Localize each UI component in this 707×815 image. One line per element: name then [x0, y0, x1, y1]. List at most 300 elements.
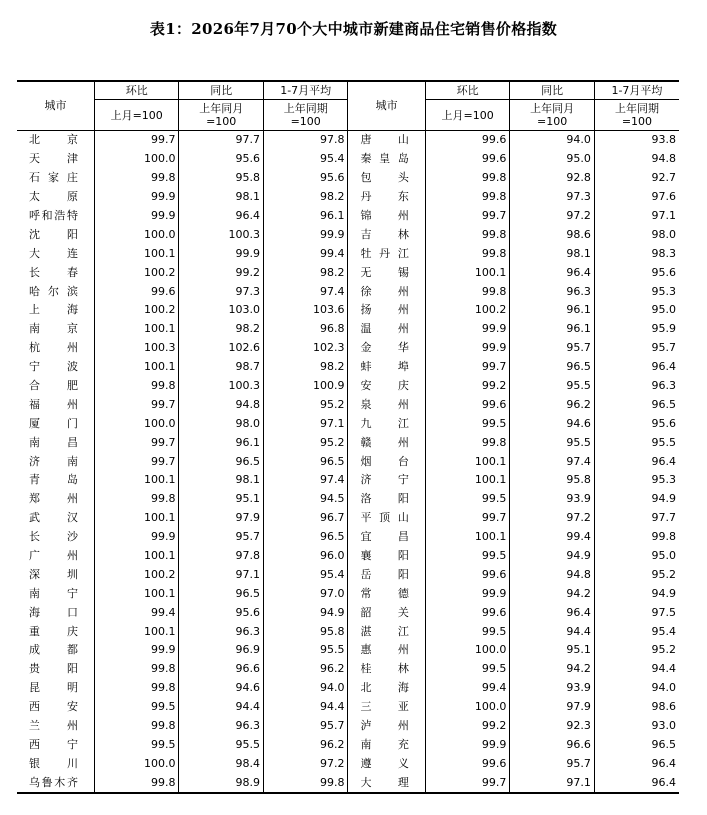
avg-value: 98.2: [263, 188, 348, 207]
yoy-value: 96.5: [179, 584, 264, 603]
avg-value-right: 95.6: [594, 263, 679, 282]
avg-value: 96.1: [263, 207, 348, 226]
city-name-right: 牡丹江: [348, 244, 425, 263]
city-name-right: 南充: [348, 736, 425, 755]
yoy-value: 97.8: [179, 547, 264, 566]
table-row: [17, 452, 679, 471]
mom-value-right: 100.0: [425, 641, 510, 660]
yoy-value: 95.5: [179, 736, 264, 755]
yoy-value: 95.7: [179, 528, 264, 547]
mom-value: 99.5: [94, 698, 179, 717]
city-name-right: 泸州: [348, 717, 425, 736]
yoy-value: 98.4: [179, 754, 264, 773]
yoy-value: 98.7: [179, 358, 264, 377]
city-name: 昆明: [29, 681, 78, 695]
avg-value: 97.0: [263, 584, 348, 603]
yoy-column-header: 同比: [179, 81, 264, 100]
mom-value: 99.8: [94, 773, 179, 793]
city-name: 南宁: [29, 586, 78, 600]
avg-value: 97.8: [263, 131, 348, 150]
city-name: 天津: [29, 152, 78, 166]
table-row: [17, 622, 679, 641]
table-row: [17, 490, 679, 509]
table-row: [17, 603, 679, 622]
table-row: [17, 131, 679, 150]
mom-value-right: 99.5: [425, 660, 510, 679]
avg-value-right: 95.4: [594, 622, 679, 641]
city-name: 石家庄: [29, 171, 78, 185]
avg-base-label-right: 上年同期 =100: [594, 100, 679, 131]
mom-value: 99.7: [94, 131, 179, 150]
price-index-table: [17, 80, 679, 794]
avg-value-right: 95.7: [594, 339, 679, 358]
mom-value-right: 100.2: [425, 301, 510, 320]
yoy-value-right: 95.7: [510, 339, 595, 358]
table-row: [17, 660, 679, 679]
city-name-right: 岳阳: [348, 565, 425, 584]
mom-value-right: 99.6: [425, 131, 510, 150]
avg-value: 97.4: [263, 471, 348, 490]
mom-value: 100.1: [94, 622, 179, 641]
mom-value-right: 99.9: [425, 736, 510, 755]
avg-column-header: 1-7月平均: [263, 81, 348, 100]
city-name: 武汉: [29, 511, 78, 525]
mom-value-right: 100.1: [425, 471, 510, 490]
city-name-right: 吉林: [348, 225, 425, 244]
yoy-value-right: 94.0: [510, 131, 595, 150]
mom-value: 99.4: [94, 603, 179, 622]
avg-value: 95.5: [263, 641, 348, 660]
avg-value: 94.0: [263, 679, 348, 698]
avg-value-right: 96.4: [594, 358, 679, 377]
city-name-right: 蚌埠: [348, 358, 425, 377]
mom-value-right: 99.6: [425, 603, 510, 622]
yoy-value: 97.3: [179, 282, 264, 301]
yoy-value: 96.4: [179, 207, 264, 226]
yoy-value-right: 93.9: [510, 490, 595, 509]
yoy-value-right: 96.2: [510, 395, 595, 414]
city-name-right: 洛阳: [348, 490, 425, 509]
yoy-base-label: 上年同月 =100: [179, 100, 264, 131]
mom-value: 99.7: [94, 433, 179, 452]
city-name-right: 唐山: [348, 131, 425, 150]
city-name: 深圳: [29, 567, 78, 581]
city-name-right: 桂林: [348, 660, 425, 679]
city-name-right: 无锡: [348, 263, 425, 282]
city-name: 郑州: [29, 492, 78, 506]
yoy-value: 96.6: [179, 660, 264, 679]
mom-value: 99.9: [94, 528, 179, 547]
mom-base-label: 上月=100: [94, 100, 179, 131]
yoy-value-right: 97.2: [510, 207, 595, 226]
mom-value-right: 99.8: [425, 244, 510, 263]
yoy-value-right: 94.2: [510, 584, 595, 603]
yoy-value: 95.1: [179, 490, 264, 509]
yoy-value: 96.1: [179, 433, 264, 452]
city-name: 大连: [29, 246, 78, 260]
mom-value: 99.7: [94, 452, 179, 471]
avg-value-right: 94.4: [594, 660, 679, 679]
table-row: [17, 584, 679, 603]
yoy-value: 103.0: [179, 301, 264, 320]
avg-value: 95.2: [263, 433, 348, 452]
table-row: [17, 301, 679, 320]
yoy-value: 97.9: [179, 509, 264, 528]
avg-value: 97.4: [263, 282, 348, 301]
mom-value: 99.8: [94, 679, 179, 698]
mom-value-right: 99.6: [425, 395, 510, 414]
city-name-right: 湛江: [348, 622, 425, 641]
city-column-header-right: 城市: [348, 81, 425, 131]
avg-value-right: 95.0: [594, 547, 679, 566]
yoy-value: 94.6: [179, 679, 264, 698]
yoy-value-right: 96.3: [510, 282, 595, 301]
yoy-value: 98.2: [179, 320, 264, 339]
mom-value: 99.8: [94, 377, 179, 396]
avg-value: 97.1: [263, 414, 348, 433]
table-row: [17, 736, 679, 755]
avg-value: 96.5: [263, 528, 348, 547]
city-name: 杭州: [29, 341, 78, 355]
city-name-right: 扬州: [348, 301, 425, 320]
yoy-value-right: 96.4: [510, 263, 595, 282]
mom-value-right: 99.8: [425, 282, 510, 301]
yoy-value: 95.6: [179, 150, 264, 169]
mom-value-right: 99.9: [425, 339, 510, 358]
avg-value: 94.9: [263, 603, 348, 622]
mom-value-right: 99.8: [425, 225, 510, 244]
avg-value-right: 95.9: [594, 320, 679, 339]
table-row: [17, 169, 679, 188]
yoy-value-right: 96.1: [510, 320, 595, 339]
city-name-right: 烟台: [348, 452, 425, 471]
mom-value: 99.8: [94, 660, 179, 679]
table-row: [17, 641, 679, 660]
table-row: [17, 377, 679, 396]
avg-value-right: 92.7: [594, 169, 679, 188]
city-name: 济南: [29, 454, 78, 468]
city-name: 宁波: [29, 360, 78, 374]
mom-value: 100.1: [94, 320, 179, 339]
city-name: 福州: [29, 397, 78, 411]
avg-value: 99.9: [263, 225, 348, 244]
mom-value-right: 99.2: [425, 717, 510, 736]
mom-value: 100.0: [94, 225, 179, 244]
mom-value: 99.9: [94, 207, 179, 226]
mom-value-right: 99.5: [425, 547, 510, 566]
avg-value-right: 95.3: [594, 282, 679, 301]
avg-value: 102.3: [263, 339, 348, 358]
avg-value: 95.8: [263, 622, 348, 641]
mom-column-header: 环比: [94, 81, 179, 100]
mom-value-right: 99.8: [425, 188, 510, 207]
mom-value: 100.0: [94, 414, 179, 433]
mom-value: 100.0: [94, 150, 179, 169]
mom-value-right: 99.6: [425, 565, 510, 584]
city-name-right: 北海: [348, 679, 425, 698]
mom-value-right: 99.5: [425, 414, 510, 433]
yoy-value: 98.0: [179, 414, 264, 433]
mom-value: 99.9: [94, 188, 179, 207]
city-name: 南京: [29, 322, 78, 336]
yoy-value: 94.8: [179, 395, 264, 414]
table-row: [17, 188, 679, 207]
avg-value-right: 93.8: [594, 131, 679, 150]
yoy-value: 100.3: [179, 225, 264, 244]
city-name: 长沙: [29, 530, 78, 544]
city-name: 哈尔滨: [29, 284, 78, 298]
city-name: 乌鲁木齐: [17, 773, 94, 793]
yoy-value-right: 97.2: [510, 509, 595, 528]
avg-value: 95.4: [263, 565, 348, 584]
city-name-right: 丹东: [348, 188, 425, 207]
city-column-header: 城市: [17, 81, 94, 131]
table-row: [17, 717, 679, 736]
table-row: [17, 339, 679, 358]
avg-value-right: 97.5: [594, 603, 679, 622]
avg-value: 96.0: [263, 547, 348, 566]
mom-value-right: 100.1: [425, 528, 510, 547]
avg-value: 98.2: [263, 358, 348, 377]
city-name-right: 惠州: [348, 641, 425, 660]
yoy-value-right: 94.2: [510, 660, 595, 679]
mom-value: 100.2: [94, 263, 179, 282]
mom-value-right: 99.8: [425, 169, 510, 188]
avg-value-right: 96.4: [594, 773, 679, 793]
yoy-value: 97.1: [179, 565, 264, 584]
yoy-column-header-right: 同比: [510, 81, 595, 100]
yoy-value: 96.9: [179, 641, 264, 660]
yoy-value-right: 95.5: [510, 377, 595, 396]
city-name-right: 济宁: [348, 471, 425, 490]
city-name-right: 襄阳: [348, 547, 425, 566]
city-name-right: 徐州: [348, 282, 425, 301]
mom-value: 99.8: [94, 490, 179, 509]
mom-value-right: 99.7: [425, 509, 510, 528]
city-name-right: 安庆: [348, 377, 425, 396]
table-row: [17, 679, 679, 698]
city-name: 太原: [29, 190, 78, 204]
mom-value: 100.1: [94, 509, 179, 528]
city-name: 重庆: [29, 624, 78, 638]
table-row: [17, 320, 679, 339]
table-row: [17, 207, 679, 226]
avg-value: 95.4: [263, 150, 348, 169]
yoy-value-right: 96.6: [510, 736, 595, 755]
table-row: [17, 698, 679, 717]
yoy-value-right: 95.0: [510, 150, 595, 169]
avg-value-right: 95.5: [594, 433, 679, 452]
city-name: 呼和浩特: [29, 209, 78, 222]
avg-value-right: 98.0: [594, 225, 679, 244]
city-name: 合肥: [29, 379, 78, 393]
avg-value-right: 97.1: [594, 207, 679, 226]
table-row: [17, 282, 679, 301]
avg-value-right: 98.6: [594, 698, 679, 717]
city-name-right: 大理: [348, 773, 425, 793]
city-name-right: 宜昌: [348, 528, 425, 547]
avg-value: 94.4: [263, 698, 348, 717]
yoy-value-right: 97.4: [510, 452, 595, 471]
yoy-value-right: 95.5: [510, 433, 595, 452]
yoy-value-right: 95.8: [510, 471, 595, 490]
avg-value-right: 94.9: [594, 490, 679, 509]
avg-value-right: 94.8: [594, 150, 679, 169]
avg-value: 98.2: [263, 263, 348, 282]
mom-value-right: 100.1: [425, 263, 510, 282]
mom-value-right: 99.5: [425, 622, 510, 641]
city-name: 青岛: [29, 473, 78, 487]
avg-value: 94.5: [263, 490, 348, 509]
city-name-right: 韶关: [348, 603, 425, 622]
mom-value: 99.8: [94, 169, 179, 188]
yoy-value: 96.5: [179, 452, 264, 471]
mom-value-right: 99.5: [425, 490, 510, 509]
city-name: 西宁: [29, 737, 78, 751]
city-name-right: 常德: [348, 584, 425, 603]
city-name: 银川: [29, 756, 78, 770]
table-row: [17, 471, 679, 490]
yoy-value: 97.7: [179, 131, 264, 150]
table-row: [17, 395, 679, 414]
mom-value: 100.2: [94, 565, 179, 584]
mom-value: 100.1: [94, 244, 179, 263]
yoy-value-right: 93.9: [510, 679, 595, 698]
avg-base-label: 上年同期 =100: [263, 100, 348, 131]
mom-value: 99.7: [94, 395, 179, 414]
yoy-value: 100.3: [179, 377, 264, 396]
table-row: [17, 509, 679, 528]
avg-value: 96.2: [263, 660, 348, 679]
yoy-value-right: 92.3: [510, 717, 595, 736]
avg-value: 100.9: [263, 377, 348, 396]
table-row: [17, 547, 679, 566]
yoy-base-label-right: 上年同月 =100: [510, 100, 595, 131]
avg-value: 95.2: [263, 395, 348, 414]
avg-value: 99.4: [263, 244, 348, 263]
yoy-value-right: 94.6: [510, 414, 595, 433]
avg-value-right: 95.6: [594, 414, 679, 433]
table-row: [17, 754, 679, 773]
avg-value-right: 95.2: [594, 641, 679, 660]
yoy-value-right: 94.4: [510, 622, 595, 641]
yoy-value: 99.9: [179, 244, 264, 263]
mom-value-right: 99.9: [425, 320, 510, 339]
city-name-right: 遵义: [348, 754, 425, 773]
table-row: [17, 358, 679, 377]
mom-value-right: 100.0: [425, 698, 510, 717]
yoy-value: 95.6: [179, 603, 264, 622]
mom-value-right: 99.8: [425, 433, 510, 452]
avg-value: 96.5: [263, 452, 348, 471]
city-name: 贵阳: [29, 662, 78, 676]
yoy-value-right: 94.8: [510, 565, 595, 584]
mom-value-right: 100.1: [425, 452, 510, 471]
yoy-value-right: 95.7: [510, 754, 595, 773]
city-name-right: 平顶山: [348, 509, 425, 528]
table-title: 表1：2026年7月70个大中城市新建商品住宅销售价格指数: [149, 20, 558, 38]
avg-value-right: 93.0: [594, 717, 679, 736]
yoy-value-right: 96.4: [510, 603, 595, 622]
city-name-right: 九江: [348, 414, 425, 433]
avg-value: 97.2: [263, 754, 348, 773]
yoy-value: 95.8: [179, 169, 264, 188]
avg-value: 96.7: [263, 509, 348, 528]
avg-value-right: 97.6: [594, 188, 679, 207]
yoy-value-right: 98.1: [510, 244, 595, 263]
yoy-value: 102.6: [179, 339, 264, 358]
yoy-value-right: 97.1: [510, 773, 595, 793]
avg-value: 95.6: [263, 169, 348, 188]
city-name: 西安: [29, 700, 78, 714]
table-row: [17, 263, 679, 282]
mom-value-right: 99.7: [425, 207, 510, 226]
avg-value-right: 99.8: [594, 528, 679, 547]
avg-value: 103.6: [263, 301, 348, 320]
yoy-value-right: 96.1: [510, 301, 595, 320]
mom-value-right: 99.2: [425, 377, 510, 396]
avg-column-header-right: 1-7月平均: [594, 81, 679, 100]
city-name: 北京: [29, 133, 78, 147]
mom-value-right: 99.9: [425, 584, 510, 603]
yoy-value-right: 98.6: [510, 225, 595, 244]
yoy-value: 98.1: [179, 188, 264, 207]
yoy-value: 96.3: [179, 622, 264, 641]
mom-value-right: 99.6: [425, 150, 510, 169]
table-row: [17, 225, 679, 244]
yoy-value-right: 97.3: [510, 188, 595, 207]
mom-value: 100.2: [94, 301, 179, 320]
mom-value: 100.1: [94, 547, 179, 566]
avg-value: 95.7: [263, 717, 348, 736]
avg-value-right: 96.5: [594, 395, 679, 414]
yoy-value-right: 99.4: [510, 528, 595, 547]
avg-value-right: 96.5: [594, 736, 679, 755]
city-name-right: 包头: [348, 169, 425, 188]
mom-value: 100.3: [94, 339, 179, 358]
mom-value-right: 99.4: [425, 679, 510, 698]
mom-value: 100.0: [94, 754, 179, 773]
mom-value: 100.1: [94, 584, 179, 603]
yoy-value-right: 96.5: [510, 358, 595, 377]
avg-value-right: 95.0: [594, 301, 679, 320]
table-row: [17, 433, 679, 452]
avg-value-right: 96.3: [594, 377, 679, 396]
avg-value-right: 96.4: [594, 452, 679, 471]
avg-value-right: 94.9: [594, 584, 679, 603]
city-name: 南昌: [29, 435, 78, 449]
city-name: 上海: [29, 303, 78, 317]
city-name-right: 温州: [348, 320, 425, 339]
city-name-right: 赣州: [348, 433, 425, 452]
mom-value-right: 99.7: [425, 773, 510, 793]
yoy-value: 98.9: [179, 773, 264, 793]
city-name-right: 泉州: [348, 395, 425, 414]
mom-value: 99.9: [94, 641, 179, 660]
city-name: 沈阳: [29, 227, 78, 241]
mom-value: 99.8: [94, 717, 179, 736]
table-row: [17, 528, 679, 547]
yoy-value: 99.2: [179, 263, 264, 282]
mom-value: 100.1: [94, 471, 179, 490]
avg-value-right: 97.7: [594, 509, 679, 528]
avg-value: 96.8: [263, 320, 348, 339]
city-name: 海口: [29, 605, 78, 619]
avg-value: 99.8: [263, 773, 348, 793]
mom-value: 100.1: [94, 358, 179, 377]
yoy-value-right: 97.9: [510, 698, 595, 717]
mom-value-right: 99.7: [425, 358, 510, 377]
